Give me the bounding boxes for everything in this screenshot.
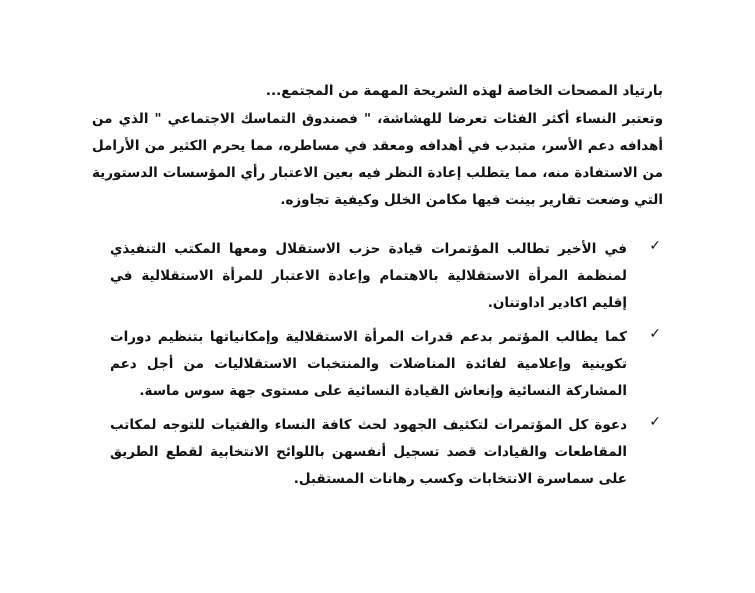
list-item	[92, 236, 663, 317]
list-item-text: كما يطالب المؤتمر بدعم قدرات المرأة الاستقلالية وإمكانياتها بتنظيم دورات تكوينية وإعلامية لفائدة المناضلات والمنتخبات الاستقلاليات من أجل دعم المشاركة النسائية وإنعاش القيادة النسائية على مستوى جهة سوس ماسة.	[110, 329, 627, 399]
list-item-text: دعوة كل المؤتمرات لتكثيف الجهود لحث كافة النساء والفتيات للتوجه لمكاتب المقاطعات والقيادات قصد تسجيل أنفسهن باللوائح الانتخابية لقطع الطريق على سماسرة الانتخابات وكسب رهانات المستقبل.	[110, 417, 627, 487]
checkmark-bullet-icon: ✓	[649, 414, 661, 430]
list-item	[92, 324, 663, 405]
document-body	[92, 78, 663, 493]
list-item-text: في الأخير تطالب المؤتمرات قيادة حزب الاستقلال ومعها المكتب التنفيذي لمنظمة المرأة الاستقلالية بالاهتمام وإعادة الاعتبار للمرأة الاستقلالية في إقليم اكادير اداوتنان.	[110, 241, 627, 311]
checkmark-bullet-icon: ✓	[649, 238, 661, 254]
recommendations-list	[92, 236, 663, 493]
paragraph-2: وتعتبر النساء أكثر الفئات تعرضا للهشاشة، " فصندوق التماسك الاجتماعي " الذي من أهدافه دعم الأسر، متبدب في أهدافه ومعقد في مساطره، مما يحرم الكثير من الأرامل من الاستفادة منه، مما يتطلب إعادة النظر فيه بعين الاعتبار رأي المؤسسات الدستورية التي وضعت تقارير بينت فيها مكامن الخلل وكيفية تجاوزه.	[92, 111, 663, 208]
checkmark-bullet-icon: ✓	[649, 326, 661, 342]
list-item	[92, 412, 663, 493]
paragraph-1: بارتياد المصحات الخاصة لهذه الشريحة المهمة من المجتمع...	[265, 83, 663, 99]
